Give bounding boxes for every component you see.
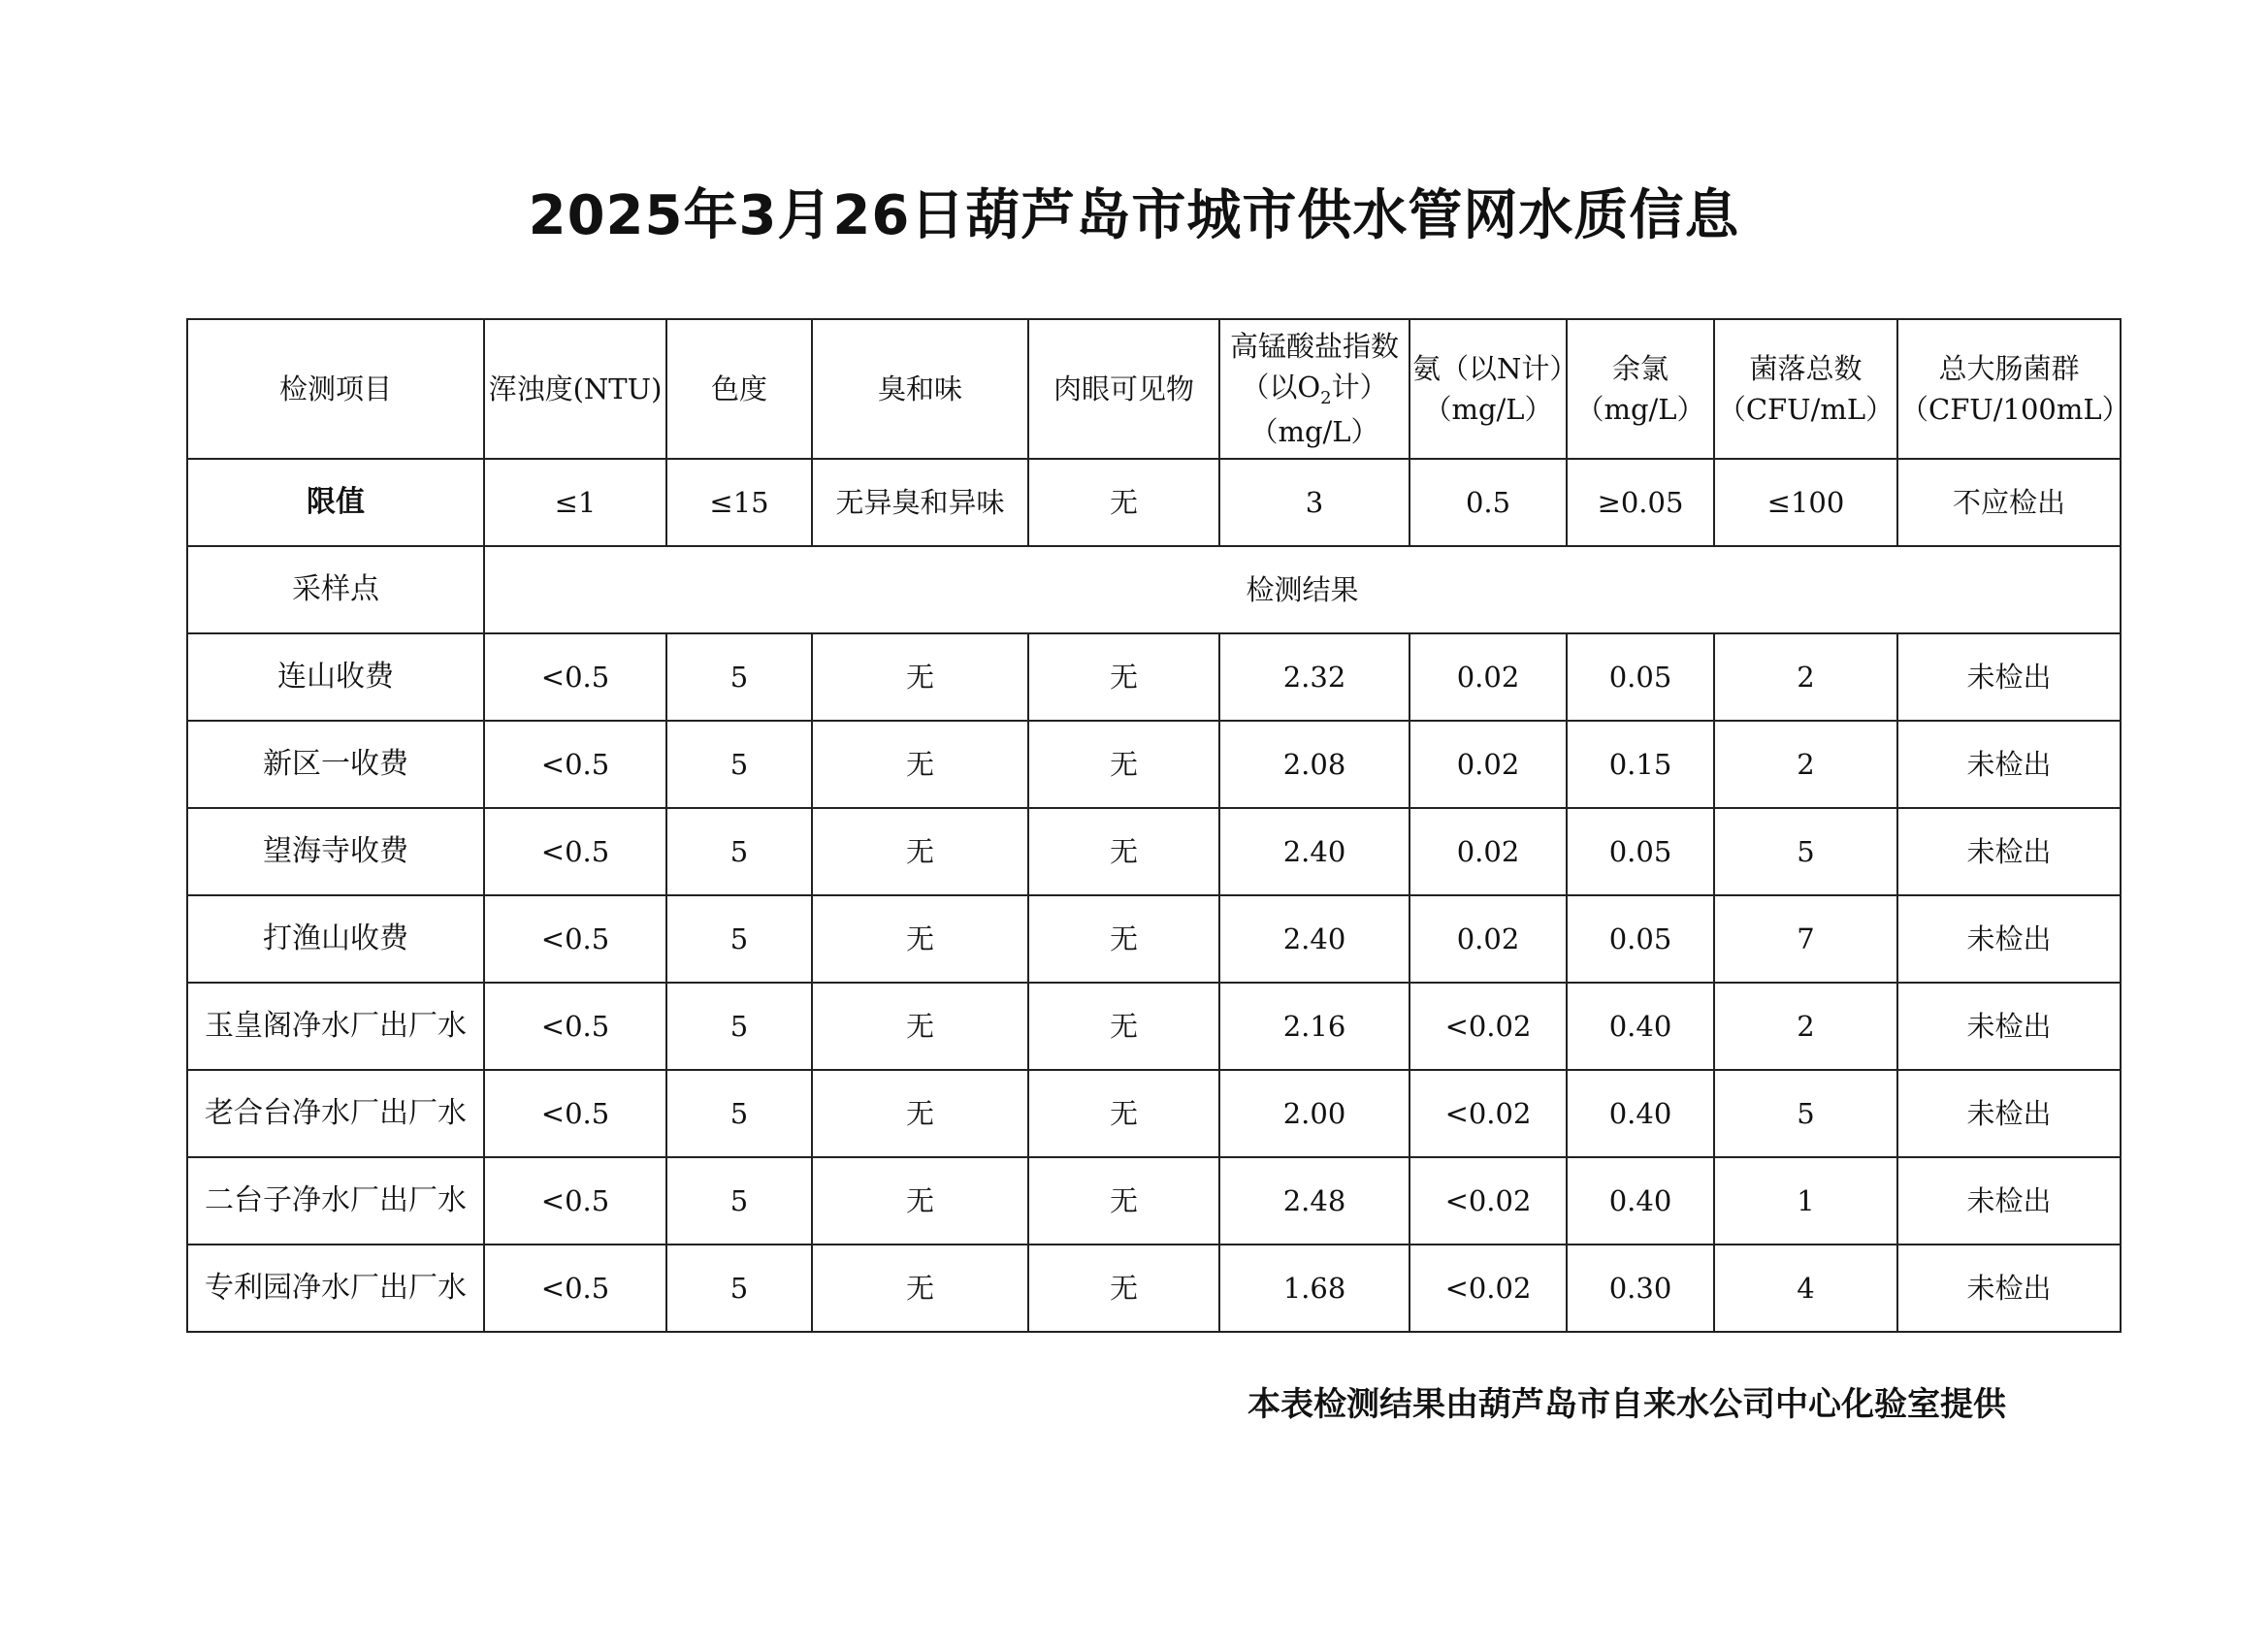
header-cell-coliform: 总大肠菌群 （CFU/100mL）	[1897, 319, 2121, 459]
result-cell: 未检出	[1897, 1245, 2121, 1332]
result-cell: 5	[666, 633, 812, 721]
result-cell: 未检出	[1897, 983, 2121, 1070]
result-cell: 2	[1714, 633, 1897, 721]
limit-label: 限值	[187, 459, 484, 546]
header-cell-ammonia: 氨（以N计） （mg/L）	[1409, 319, 1567, 459]
limit-cell: ≤15	[666, 459, 812, 546]
table-row	[187, 983, 2121, 1070]
result-cell: 5	[1714, 1070, 1897, 1157]
result-cell: 无	[1028, 1157, 1219, 1245]
result-cell: 5	[666, 1245, 812, 1332]
header-cell-odor: 臭和味	[812, 319, 1028, 459]
limit-cell: 无异臭和异味	[812, 459, 1028, 546]
result-cell: 无	[1028, 1245, 1219, 1332]
result-cell: 0.30	[1567, 1245, 1714, 1332]
result-cell: 无	[812, 808, 1028, 895]
result-cell: <0.5	[484, 808, 666, 895]
result-cell: <0.5	[484, 1070, 666, 1157]
result-cell: 无	[812, 1245, 1028, 1332]
result-cell: 2.40	[1219, 895, 1409, 983]
table-row	[187, 895, 2121, 983]
result-cell: 5	[666, 808, 812, 895]
result-cell: <0.5	[484, 983, 666, 1070]
result-cell: 无	[1028, 633, 1219, 721]
result-cell: 无	[1028, 895, 1219, 983]
result-cell: 2.08	[1219, 721, 1409, 808]
result-cell: 5	[666, 1157, 812, 1245]
table-row	[187, 1245, 2121, 1332]
result-cell: <0.02	[1409, 1157, 1567, 1245]
result-cell: <0.02	[1409, 983, 1567, 1070]
result-cell: 4	[1714, 1245, 1897, 1332]
result-cell: 未检出	[1897, 1070, 2121, 1157]
sampling-site: 连山收费	[187, 633, 484, 721]
result-cell: 0.02	[1409, 721, 1567, 808]
result-cell: 未检出	[1897, 721, 2121, 808]
result-cell: 无	[1028, 983, 1219, 1070]
result-cell: <0.5	[484, 721, 666, 808]
limit-cell: ≤100	[1714, 459, 1897, 546]
sampling-site: 玉皇阁净水厂出厂水	[187, 983, 484, 1070]
result-cell: 5	[666, 721, 812, 808]
result-cell: 5	[666, 1070, 812, 1157]
result-cell: 未检出	[1897, 633, 2121, 721]
result-cell: 2	[1714, 983, 1897, 1070]
result-cell: 无	[812, 895, 1028, 983]
result-cell: 1	[1714, 1157, 1897, 1245]
result-cell: 2	[1714, 721, 1897, 808]
header-cell-colony: 菌落总数 （CFU/mL）	[1714, 319, 1897, 459]
sampling-point-label: 采样点	[187, 546, 484, 633]
result-cell: 无	[812, 1157, 1028, 1245]
limit-cell: 不应检出	[1897, 459, 2121, 546]
result-cell: <0.5	[484, 1245, 666, 1332]
result-cell: 2.16	[1219, 983, 1409, 1070]
header-cell-item: 检测项目	[187, 319, 484, 459]
sampling-site: 老合台净水厂出厂水	[187, 1070, 484, 1157]
result-cell: 无	[812, 721, 1028, 808]
result-cell: 5	[666, 895, 812, 983]
result-cell: 0.05	[1567, 633, 1714, 721]
limit-row	[187, 459, 2121, 546]
header-cell-permanganate: 高锰酸盐指数 （以$O_2$计） （mg/L）	[1219, 319, 1409, 459]
sampling-site: 望海寺收费	[187, 808, 484, 895]
section-row	[187, 546, 2121, 633]
result-cell: 0.40	[1567, 983, 1714, 1070]
result-cell: 0.05	[1567, 895, 1714, 983]
result-cell: 0.15	[1567, 721, 1714, 808]
sampling-site: 新区一收费	[187, 721, 484, 808]
result-cell: 2.40	[1219, 808, 1409, 895]
limit-cell: 无	[1028, 459, 1219, 546]
limit-cell: 0.5	[1409, 459, 1567, 546]
result-cell: 无	[812, 633, 1028, 721]
result-cell: 0.02	[1409, 633, 1567, 721]
result-cell: 无	[812, 1070, 1028, 1157]
result-cell: <0.02	[1409, 1070, 1567, 1157]
result-cell: 5	[1714, 808, 1897, 895]
result-cell: <0.5	[484, 895, 666, 983]
result-cell: 2.32	[1219, 633, 1409, 721]
result-cell: 无	[812, 983, 1028, 1070]
result-cell: 无	[1028, 721, 1219, 808]
table-row	[187, 1070, 2121, 1157]
table-row	[187, 808, 2121, 895]
header-cell-chlorine: 余氯 （mg/L）	[1567, 319, 1714, 459]
header-cell-visible: 肉眼可见物	[1028, 319, 1219, 459]
result-cell: 未检出	[1897, 1157, 2121, 1245]
table-row	[187, 721, 2121, 808]
result-cell: <0.02	[1409, 1245, 1567, 1332]
result-cell: 2.00	[1219, 1070, 1409, 1157]
table-row	[187, 633, 2121, 721]
result-cell: <0.5	[484, 1157, 666, 1245]
result-cell: 0.02	[1409, 895, 1567, 983]
result-cell: 0.40	[1567, 1157, 1714, 1245]
result-cell: 无	[1028, 808, 1219, 895]
result-cell: 0.05	[1567, 808, 1714, 895]
limit-cell: ≥0.05	[1567, 459, 1714, 546]
header-row	[187, 319, 2121, 459]
sampling-site: 专利园净水厂出厂水	[187, 1245, 484, 1332]
limit-cell: 3	[1219, 459, 1409, 546]
header-cell-color: 色度	[666, 319, 812, 459]
source-note: 本表检测结果由葫芦岛市自来水公司中心化验室提供	[1247, 1385, 2006, 1424]
result-cell: 2.48	[1219, 1157, 1409, 1245]
result-cell: 无	[1028, 1070, 1219, 1157]
water-quality-table	[186, 318, 2130, 1333]
document-title: 2025年3月26日葫芦岛市城市供水管网水质信息	[528, 184, 1740, 247]
result-cell: 未检出	[1897, 808, 2121, 895]
sampling-site: 打渔山收费	[187, 895, 484, 983]
result-cell: 1.68	[1219, 1245, 1409, 1332]
result-cell: 0.40	[1567, 1070, 1714, 1157]
header-cell-turbidity: 浑浊度(NTU)	[484, 319, 666, 459]
result-cell: 0.02	[1409, 808, 1567, 895]
limit-cell: ≤1	[484, 459, 666, 546]
sampling-site: 二台子净水厂出厂水	[187, 1157, 484, 1245]
result-cell: 7	[1714, 895, 1897, 983]
result-cell: <0.5	[484, 633, 666, 721]
result-cell: 未检出	[1897, 895, 2121, 983]
result-cell: 5	[666, 983, 812, 1070]
table-row	[187, 1157, 2121, 1245]
results-label: 检测结果	[484, 546, 2121, 633]
